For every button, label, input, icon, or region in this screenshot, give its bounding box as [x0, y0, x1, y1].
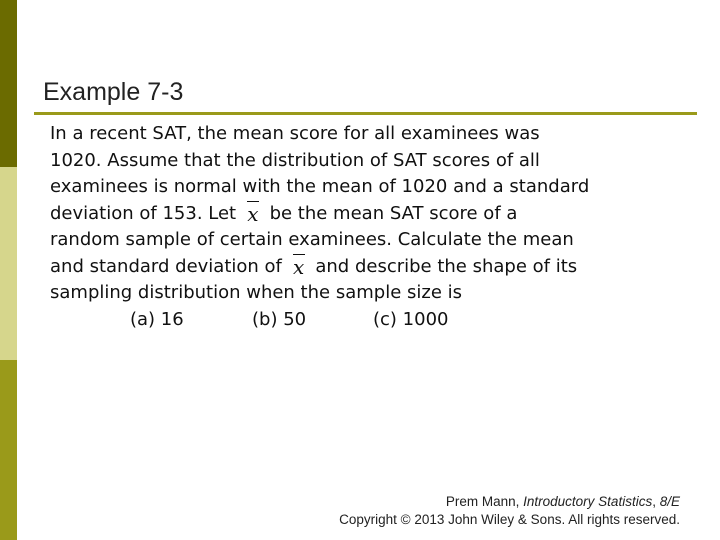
- problem-line-3: examinees is normal with the mean of 1020 and a standard: [50, 176, 590, 197]
- line-6-before: and standard deviation of: [50, 255, 282, 277]
- x-bar-symbol: x: [288, 257, 310, 277]
- x-bar-symbol: x: [242, 204, 264, 224]
- line-4-before: deviation of 153. Let: [50, 202, 237, 224]
- problem-line-7: sampling distribution when the sample size is: [50, 282, 462, 303]
- part-b: (b) 50: [252, 308, 307, 330]
- part-c: (c) 1000: [373, 308, 449, 330]
- problem-line-4: [50, 201, 690, 228]
- problem-line-1: In a recent SAT, the mean score for all examinees was: [50, 123, 540, 144]
- side-bar-middle: [0, 167, 17, 360]
- title-divider: [34, 112, 697, 115]
- problem-line-2: 1020. Assume that the distribution of SAT scores of all: [50, 149, 540, 171]
- footer-copyright: Copyright © 2013 John Wiley & Sons. All rights reserved.: [339, 512, 680, 527]
- side-bar-bottom: [0, 360, 17, 540]
- problem-text: [50, 121, 690, 333]
- side-bar-top: [0, 0, 17, 167]
- line-6-after: and describe the shape of its: [315, 255, 578, 277]
- footer-citation: [339, 493, 680, 511]
- sample-size-parts: [130, 307, 690, 334]
- copyright-footer: [339, 493, 680, 529]
- part-a: (a) 16: [130, 308, 184, 330]
- line-4-after: be the mean SAT score of a: [269, 202, 518, 224]
- footer-separator: ,: [652, 494, 656, 509]
- footer-author: Prem Mann,: [445, 494, 520, 509]
- footer-book-title: Introductory Statistics: [523, 494, 653, 509]
- slide-title: Example 7-3: [43, 78, 184, 106]
- footer-edition: 8/E: [659, 494, 680, 509]
- problem-line-6: [50, 254, 690, 281]
- problem-line-5: random sample of certain examinees. Calculate the mean: [50, 229, 574, 250]
